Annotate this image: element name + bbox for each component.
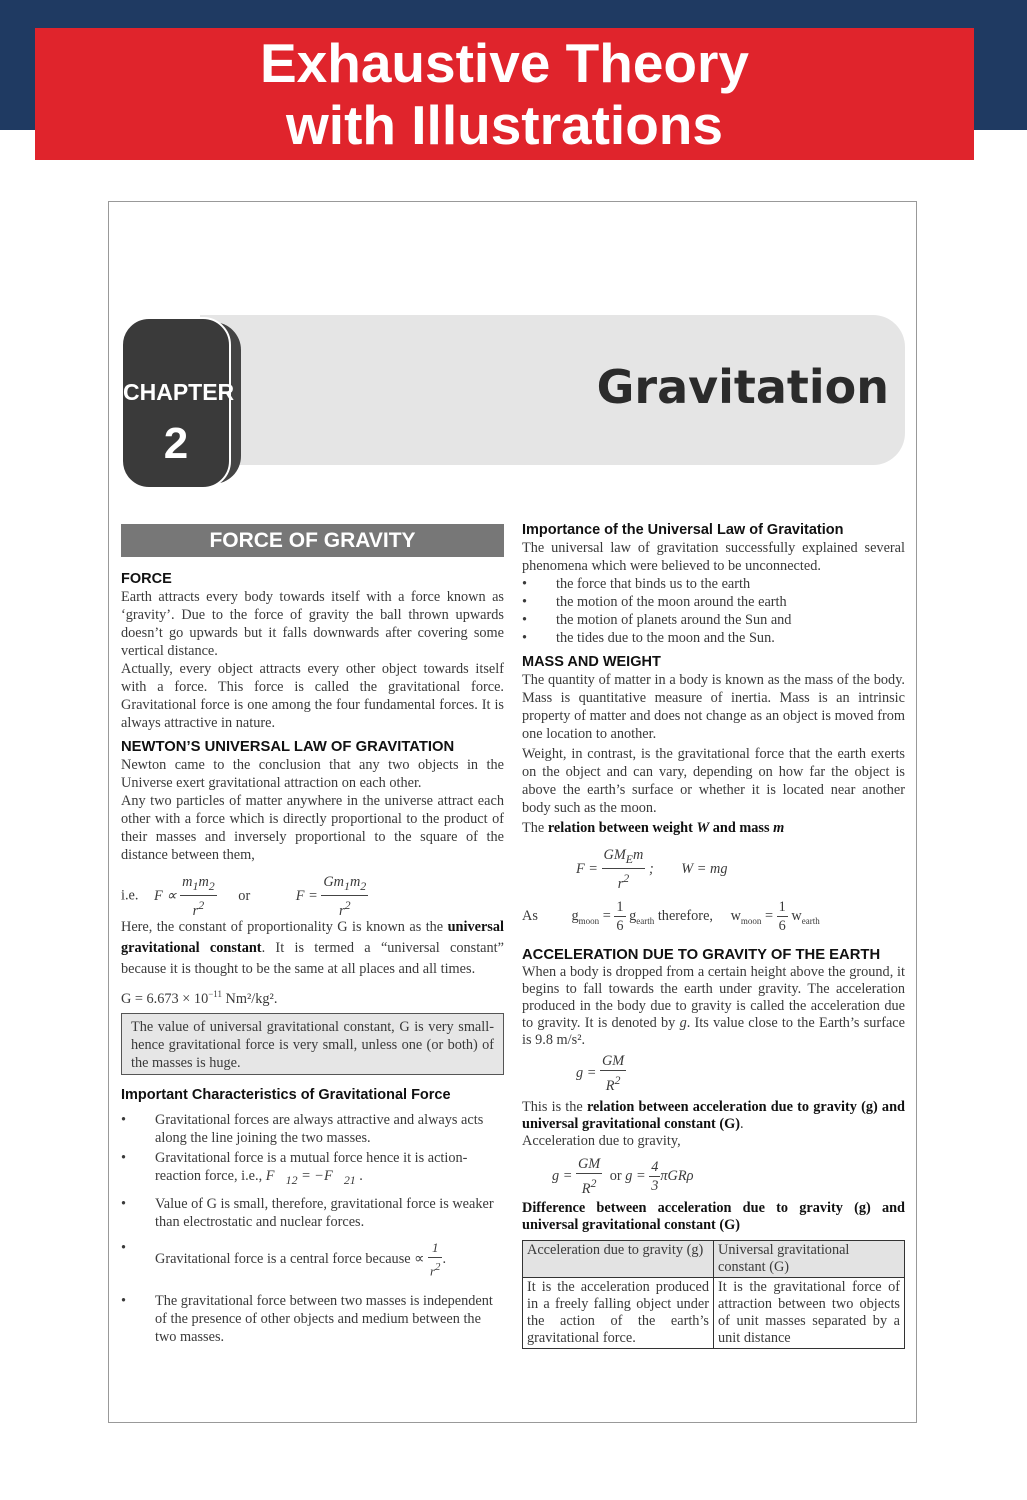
banner-line-1: Exhaustive Theory bbox=[259, 32, 750, 94]
constant-text-a: Here, the constant of proportionality G is known as the bbox=[121, 919, 448, 935]
constant-text-c: . It is termed a “universal constant” because it is thought to be the same at all places and all times. bbox=[121, 940, 504, 977]
left-column-top bbox=[121, 570, 504, 864]
mass-paragraph-1: The quantity of matter in a body is known as the mass of the body. Mass is quantitative measure of inertia. Mass is an intrinsic property of matter and does not change as an object is moved from one location to another. bbox=[522, 672, 905, 742]
table-header-G: Universal gravitational constant (G) bbox=[714, 1241, 905, 1278]
characteristics-heading: Important Characteristics of Gravitational Force bbox=[121, 1087, 451, 1103]
table-cell-g: It is the acceleration produced in a freely falling object under the action of the earth’s gravitational force. bbox=[523, 1278, 714, 1349]
inverse-square-fraction: $\frac{1}{r^2}$ bbox=[429, 1239, 441, 1279]
characteristics-list bbox=[121, 1111, 504, 1346]
newton-formula bbox=[121, 873, 504, 920]
difference-heading: Difference between acceleration due to gravity (g) and universal gravitational constant (G) bbox=[522, 1200, 905, 1233]
force-paragraph-1: Earth attracts every body towards itself with a force known as ‘gravity’. Due to the force of gravity the ball thrown upwards doesn’t go upwards but it falls downwards after covering some vertical distance. bbox=[121, 589, 504, 659]
formula-equal: F = $\frac{Gm_1m_2}{r^2}$ bbox=[295, 874, 367, 919]
table-row bbox=[523, 1278, 905, 1349]
g-value-exp: −11 bbox=[208, 989, 222, 999]
importance-paragraph: The universal law of gravitation successfully explained several phenomena which were believed to be unconnected. bbox=[522, 540, 905, 574]
relation-weight-mass: The relation between weight W and mass m bbox=[522, 820, 785, 836]
accel-paragraph: When a body is dropped from a certain height above the ground, it begins to fall towards the earth under gravity. The acceleration produced in the body due to gravity is called the acceleration due to gravity. It is denoted by g. Its value close to the Earth’s surface is 9.8 m/s². bbox=[522, 964, 905, 1048]
as-label: As bbox=[522, 907, 538, 924]
newton-paragraph-2: Any two particles of matter anywhere in the universe attract each other with a force which is directly proportional to the product of their masses and inversely proportional to the square of the distance between them, bbox=[121, 793, 504, 863]
weight-formula bbox=[576, 846, 876, 893]
accel-section bbox=[522, 946, 905, 1049]
char-bullet-2: • Gravitational force is a mutual force hence it is action-reaction force, i.e., $F⃗_{12}$ = $-F⃗_{21}$ . bbox=[121, 1150, 468, 1187]
table-header-g: Acceleration due to gravity (g) bbox=[523, 1241, 714, 1278]
note-box: The value of universal gravitational constant, G is very small- hence gravitational force is very small, unless one (or both) of the masses is huge. bbox=[121, 1013, 504, 1075]
mass-paragraph-2: Weight, in contrast, is the gravitational force that the earth exerts on the object and can vary, depending on how far the object is above the earth’s surface or whether it is located near another body such as the moon. bbox=[522, 746, 905, 816]
section-banner: FORCE OF GRAVITY bbox=[121, 524, 504, 557]
or-label: or bbox=[238, 887, 251, 904]
force-heading: FORCE bbox=[121, 571, 172, 587]
g-density-formula: g = $\frac{GM}{R^2}$ or g = $\frac{4}{3}$ πGRρ bbox=[552, 1156, 694, 1197]
ie-label: i.e. bbox=[121, 887, 139, 904]
newton-heading: NEWTON’S UNIVERSAL LAW OF GRAVITATION bbox=[121, 739, 455, 755]
gravity-force-formula: F = $\frac{GM_Em}{r^2}$ ; bbox=[576, 847, 654, 892]
force-paragraph-2: Actually, every object attracts every other object towards itself with a force. This force is called the gravitational force. Gravitational force is one among the four fundamental forces. It is always attractive in nature. bbox=[121, 661, 504, 731]
char-bullet-5: • The gravitational force between two masses is independent of the presence of other objects and medium between the two masses. bbox=[121, 1293, 493, 1346]
formula-proportional: F ∝ $\frac{m_1m_2}{r^2}$ bbox=[154, 874, 215, 919]
table-cell-G: It is the gravitational force of attraction between two objects of unit masses separated by a unit distance bbox=[714, 1278, 905, 1349]
action-reaction-formula: $F⃗_{12}$ = $-F⃗_{21}$ bbox=[265, 1168, 356, 1187]
accel-label: Acceleration due to gravity, bbox=[522, 1133, 681, 1149]
g-formula: g = $\frac{GM}{R^2}$ bbox=[576, 1053, 625, 1094]
chapter-box bbox=[121, 317, 235, 489]
w-moon-formula: $w_{moon}$ = $\frac{1}{6}$ $w_{earth}$ bbox=[730, 899, 820, 934]
difference-heading-wrap bbox=[522, 1200, 905, 1234]
constant-paragraph bbox=[121, 917, 504, 1010]
importance-bullet-1: • the force that binds us to the earth bbox=[522, 576, 751, 592]
comparison-table bbox=[522, 1240, 905, 1349]
relation-g-G bbox=[522, 1099, 905, 1150]
characteristics bbox=[121, 1086, 504, 1104]
weight-equation: W = mg bbox=[681, 860, 728, 877]
chapter-number: 2 bbox=[163, 419, 189, 468]
g-moon-formula: $g_{moon}$ = $\frac{1}{6}$ $g_{earth}$ bbox=[571, 899, 655, 934]
chapter-title: Gravitation bbox=[596, 360, 889, 414]
mass-heading: MASS AND WEIGHT bbox=[522, 654, 661, 670]
right-column-top bbox=[522, 521, 905, 837]
table-header-row bbox=[523, 1241, 905, 1278]
constant-text-b: universal gravitational constant bbox=[121, 919, 504, 956]
g-value-unit: Nm²/kg². bbox=[221, 990, 278, 1007]
importance-heading: Importance of the Universal Law of Gravitation bbox=[522, 522, 844, 538]
accel-heading: ACCELERATION DUE TO GRAVITY OF THE EARTH bbox=[522, 947, 881, 963]
importance-bullet-2: • the motion of the moon around the earth bbox=[522, 594, 787, 610]
char-bullet-3: • Value of G is small, therefore, gravitational force is weaker than electrostatic and nuclear forces. bbox=[121, 1195, 494, 1230]
therefore-label: therefore, bbox=[657, 907, 713, 924]
banner-line-2: with Illustrations bbox=[286, 94, 723, 156]
title-banner bbox=[35, 28, 974, 160]
importance-bullet-4: • the tides due to the moon and the Sun. bbox=[522, 630, 775, 646]
char-bullet-1: • Gravitational forces are always attractive and always acts along the line joining the two masses. bbox=[121, 1112, 484, 1146]
moon-relation bbox=[522, 898, 905, 935]
g-value bbox=[121, 984, 504, 1010]
char-bullet-4: • Gravitational force is a central force because ∝ $\frac{1}{r^2}$ . bbox=[121, 1239, 447, 1279]
g-value-base: G = 6.673 × 10 bbox=[121, 990, 209, 1007]
chapter-label: CHAPTER bbox=[123, 379, 235, 405]
importance-bullet-3: • the motion of planets around the Sun and bbox=[522, 612, 792, 628]
relation-g-G-text: This is the relation between acceleration due to gravity (g) and universal gravitational constant (G). bbox=[522, 1099, 905, 1132]
newton-paragraph-1: Newton came to the conclusion that any two objects in the Universe exert gravitational attraction on each other. bbox=[121, 757, 504, 791]
